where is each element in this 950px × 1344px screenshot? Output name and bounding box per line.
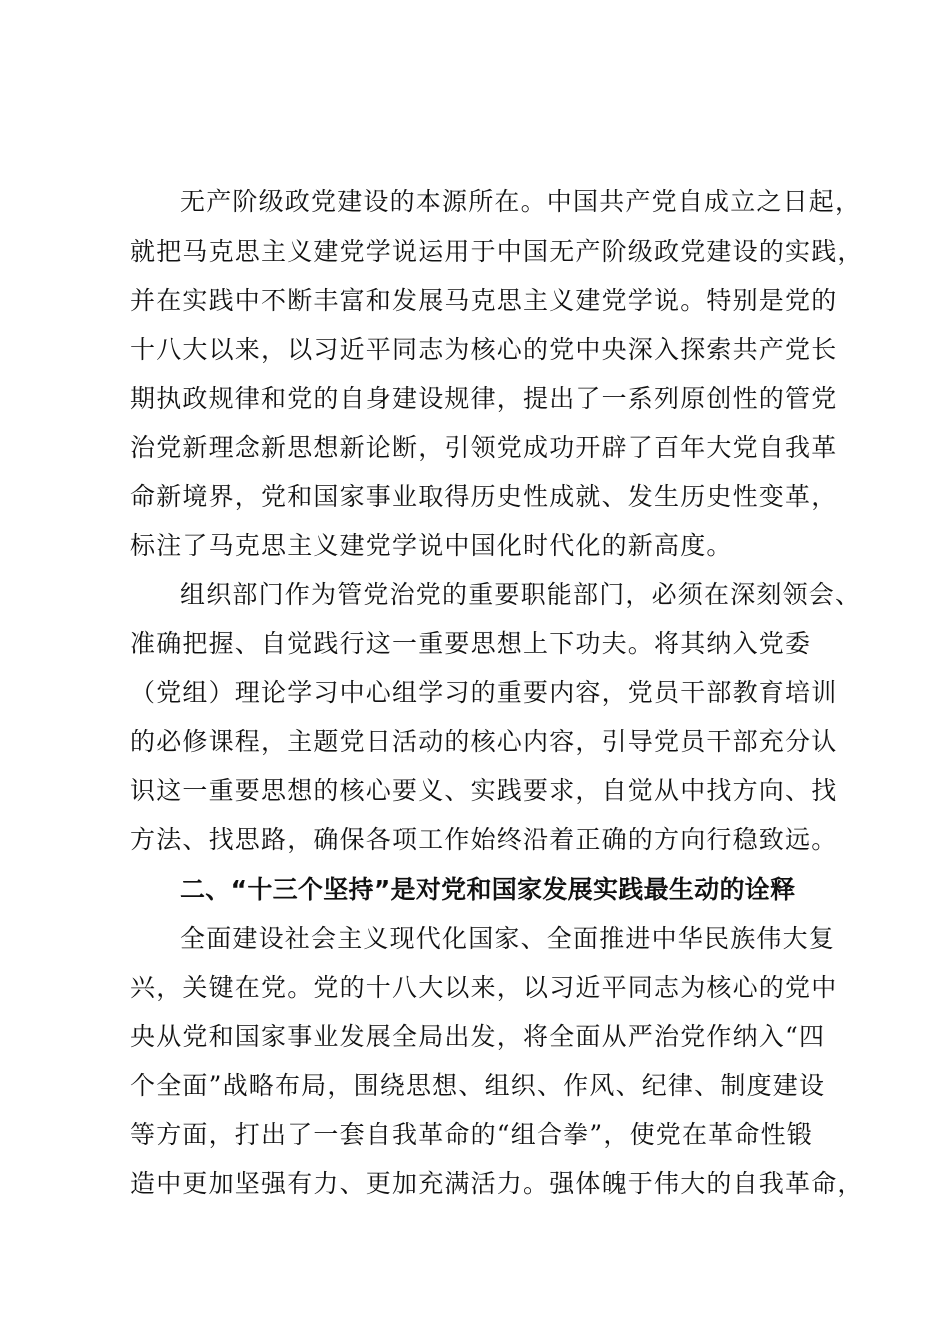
paragraph-line: 个全面”战略布局，围绕思想、组织、作风、纪律、制度建设 (130, 1071, 826, 1100)
paragraph-line: 造中更加坚强有力、更加充满活力。强体魄于伟大的自我革命， (130, 1169, 864, 1198)
paragraph-line: 组织部门作为管党治党的重要职能部门，必须在深刻领会、 (180, 580, 862, 609)
paragraph-line: 方法、找思路，确保各项工作始终沿着正确的方向行稳致远。 (130, 825, 838, 854)
paragraph-line: 十八大以来，以习近平同志为核心的党中央深入探索共产党长 (130, 335, 838, 364)
paragraph-line: 期执政规律和党的自身建设规律，提出了一系列原创性的管党 (130, 384, 838, 413)
paragraph-line: 标注了马克思主义建党学说中国化时代化的新高度。 (130, 531, 733, 560)
paragraph-line: 的必修课程，主题党日活动的核心内容，引导党员干部充分认 (130, 727, 838, 756)
paragraph-line: （党组）理论学习中心组学习的重要内容，党员干部教育培训 (130, 678, 838, 707)
paragraph-line: 兴，关键在党。党的十八大以来，以习近平同志为核心的党中 (130, 973, 838, 1002)
paragraph-line: 就把马克思主义建党学说运用于中国无产阶级政党建设的实践， (130, 237, 864, 266)
paragraph-line: 等方面，打出了一套自我革命的“组合拳”，使党在革命性锻 (130, 1120, 813, 1149)
paragraph-line: 治党新理念新思想新论断，引领党成功开辟了百年大党自我革 (130, 433, 838, 462)
paragraph-line: 准确把握、自觉践行这一重要思想上下功夫。将其纳入党委 (130, 629, 812, 658)
paragraph-line: 识这一重要思想的核心要义、实践要求，自觉从中找方向、找 (130, 776, 838, 805)
paragraph-line: 命新境界，党和国家事业取得历史性成就、发生历史性变革， (130, 482, 838, 511)
paragraph-line: 无产阶级政党建设的本源所在。中国共产党自成立之日起， (180, 187, 862, 216)
paragraph-line: 并在实践中不断丰富和发展马克思主义建党学说。特别是党的 (130, 286, 838, 315)
section-heading: 二、“十三个坚持”是对党和国家发展实践最生动的诠释 (180, 875, 796, 904)
paragraph-line: 全面建设社会主义现代化国家、全面推进中华民族伟大复 (180, 924, 836, 953)
paragraph-line: 央从党和国家事业发展全局出发，将全面从严治党作纳入“四 (130, 1022, 826, 1051)
